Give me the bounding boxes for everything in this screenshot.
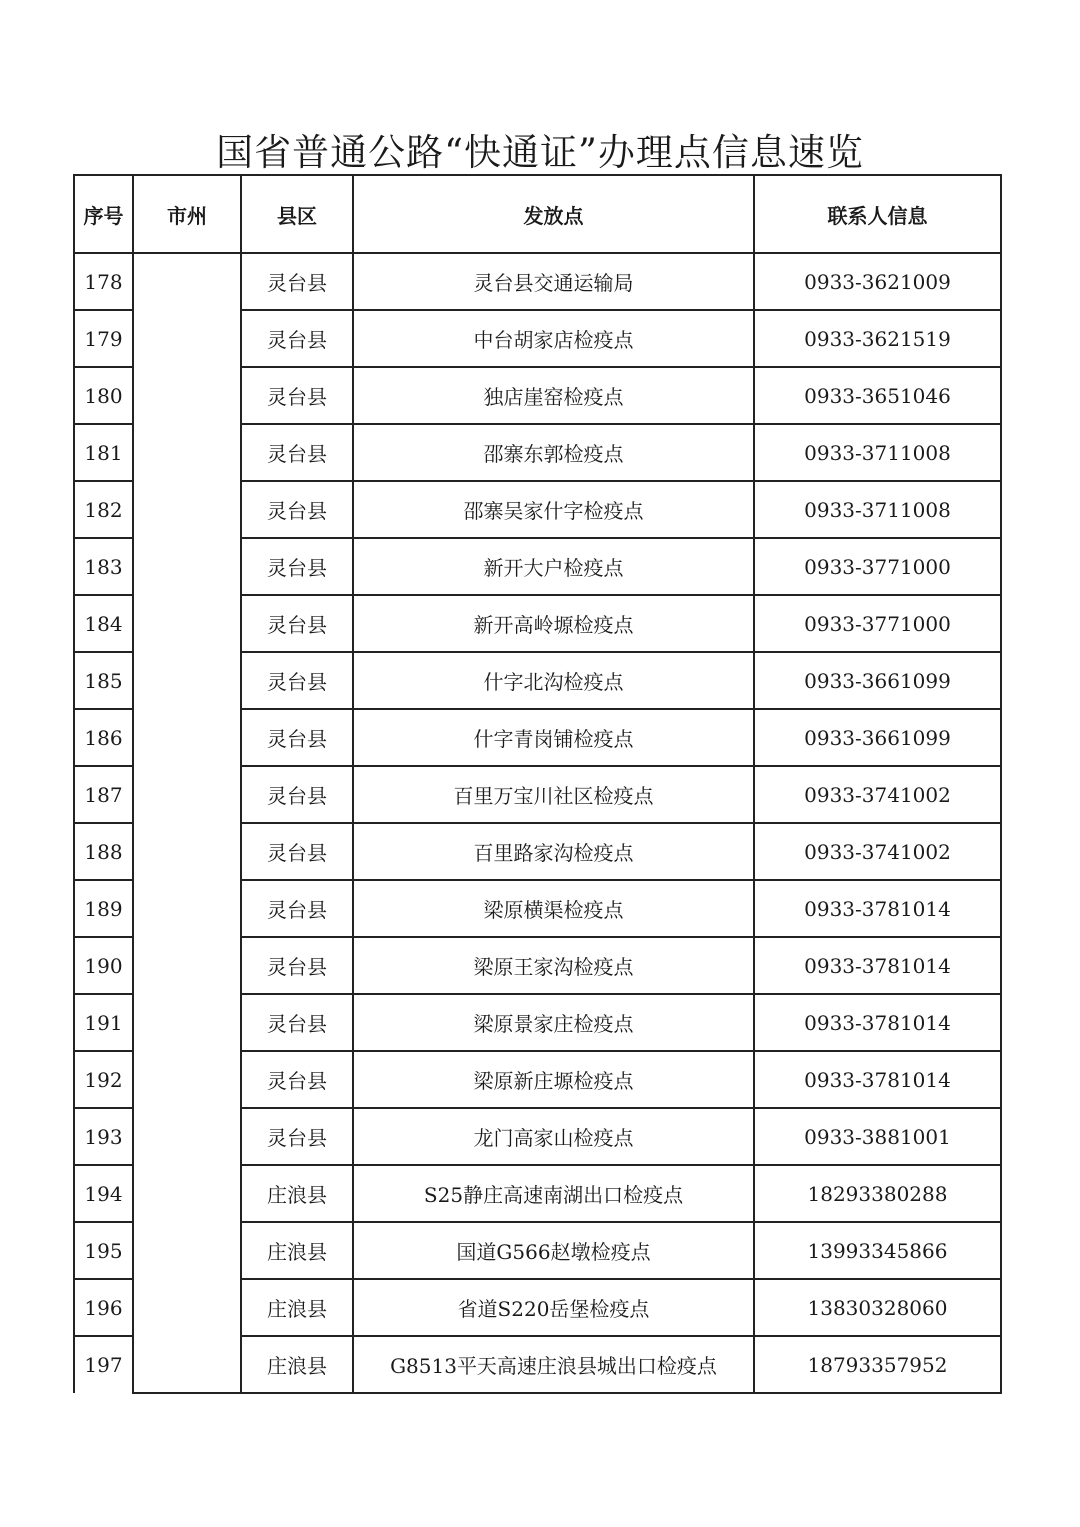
cell-county: 庄浪县 xyxy=(241,1336,353,1393)
cell-contact: 0933-3771000 xyxy=(754,538,1001,595)
cell-site: 新开大户检疫点 xyxy=(353,538,754,595)
cell-site: 什字北沟检疫点 xyxy=(353,652,754,709)
cell-serial: 197 xyxy=(74,1336,133,1393)
cell-site: 中台胡家店检疫点 xyxy=(353,310,754,367)
cell-county: 庄浪县 xyxy=(241,1279,353,1336)
info-table-container xyxy=(73,174,1000,1394)
cell-city-merged xyxy=(133,253,241,1393)
cell-site: 梁原横渠检疫点 xyxy=(353,880,754,937)
cell-site: 百里路家沟检疫点 xyxy=(353,823,754,880)
cell-county: 灵台县 xyxy=(241,1108,353,1165)
cell-contact: 13993345866 xyxy=(754,1222,1001,1279)
cell-county: 灵台县 xyxy=(241,1051,353,1108)
header-serial: 序号 xyxy=(74,175,133,253)
cell-serial: 196 xyxy=(74,1279,133,1336)
cell-serial: 180 xyxy=(74,367,133,424)
cell-serial: 195 xyxy=(74,1222,133,1279)
info-table xyxy=(73,174,1002,1394)
cell-county: 灵台县 xyxy=(241,253,353,310)
cell-serial: 179 xyxy=(74,310,133,367)
cell-contact: 18793357952 xyxy=(754,1336,1001,1393)
cell-contact: 0933-3661099 xyxy=(754,709,1001,766)
cell-county: 灵台县 xyxy=(241,766,353,823)
cell-contact: 0933-3781014 xyxy=(754,1051,1001,1108)
cell-county: 庄浪县 xyxy=(241,1165,353,1222)
cell-county: 灵台县 xyxy=(241,424,353,481)
header-county: 县区 xyxy=(241,175,353,253)
cell-county: 灵台县 xyxy=(241,709,353,766)
cell-contact: 0933-3741002 xyxy=(754,823,1001,880)
cell-county: 灵台县 xyxy=(241,994,353,1051)
cell-contact: 0933-3711008 xyxy=(754,481,1001,538)
cell-serial: 188 xyxy=(74,823,133,880)
cell-serial: 181 xyxy=(74,424,133,481)
cell-county: 灵台县 xyxy=(241,481,353,538)
cell-site: 龙门高家山检疫点 xyxy=(353,1108,754,1165)
cell-site: 新开高岭塬检疫点 xyxy=(353,595,754,652)
cell-serial: 178 xyxy=(74,253,133,310)
cell-contact: 0933-3711008 xyxy=(754,424,1001,481)
cell-serial: 184 xyxy=(74,595,133,652)
table-row xyxy=(74,253,1001,310)
cell-site: G8513平天高速庄浪县城出口检疫点 xyxy=(353,1336,754,1393)
cell-contact: 18293380288 xyxy=(754,1165,1001,1222)
cell-county: 灵台县 xyxy=(241,595,353,652)
cell-contact: 0933-3881001 xyxy=(754,1108,1001,1165)
cell-serial: 182 xyxy=(74,481,133,538)
cell-serial: 194 xyxy=(74,1165,133,1222)
cell-serial: 183 xyxy=(74,538,133,595)
cell-serial: 191 xyxy=(74,994,133,1051)
cell-county: 灵台县 xyxy=(241,937,353,994)
header-site: 发放点 xyxy=(353,175,754,253)
cell-serial: 186 xyxy=(74,709,133,766)
header-contact: 联系人信息 xyxy=(754,175,1001,253)
cell-site: S25静庄高速南湖出口检疫点 xyxy=(353,1165,754,1222)
cell-serial: 187 xyxy=(74,766,133,823)
cell-site: 邵寨吴家什字检疫点 xyxy=(353,481,754,538)
cell-site: 独店崖窑检疫点 xyxy=(353,367,754,424)
cell-contact: 0933-3781014 xyxy=(754,937,1001,994)
cell-county: 灵台县 xyxy=(241,538,353,595)
header-city: 市州 xyxy=(133,175,241,253)
cell-serial: 192 xyxy=(74,1051,133,1108)
table-body xyxy=(74,253,1001,1393)
cell-contact: 0933-3661099 xyxy=(754,652,1001,709)
cell-contact: 0933-3741002 xyxy=(754,766,1001,823)
cell-contact: 0933-3781014 xyxy=(754,994,1001,1051)
cell-contact: 0933-3651046 xyxy=(754,367,1001,424)
cell-site: 灵台县交通运输局 xyxy=(353,253,754,310)
cell-serial: 190 xyxy=(74,937,133,994)
cell-contact: 13830328060 xyxy=(754,1279,1001,1336)
cell-serial: 193 xyxy=(74,1108,133,1165)
cell-contact: 0933-3771000 xyxy=(754,595,1001,652)
cell-serial: 185 xyxy=(74,652,133,709)
cell-county: 灵台县 xyxy=(241,880,353,937)
cell-site: 国道G566赵墩检疫点 xyxy=(353,1222,754,1279)
cell-site: 省道S220岳堡检疫点 xyxy=(353,1279,754,1336)
cell-site: 邵寨东郭检疫点 xyxy=(353,424,754,481)
cell-site: 梁原景家庄检疫点 xyxy=(353,994,754,1051)
cell-county: 庄浪县 xyxy=(241,1222,353,1279)
cell-contact: 0933-3621519 xyxy=(754,310,1001,367)
cell-county: 灵台县 xyxy=(241,823,353,880)
cell-county: 灵台县 xyxy=(241,367,353,424)
cell-serial: 189 xyxy=(74,880,133,937)
cell-county: 灵台县 xyxy=(241,310,353,367)
cell-county: 灵台县 xyxy=(241,652,353,709)
cell-site: 梁原新庄塬检疫点 xyxy=(353,1051,754,1108)
cell-contact: 0933-3781014 xyxy=(754,880,1001,937)
page-title: 国省普通公路“快通证”办理点信息速览 xyxy=(216,131,864,174)
cell-site: 百里万宝川社区检疫点 xyxy=(353,766,754,823)
table-header-row xyxy=(74,175,1001,253)
cell-site: 什字青岗铺检疫点 xyxy=(353,709,754,766)
cell-site: 梁原王家沟检疫点 xyxy=(353,937,754,994)
cell-contact: 0933-3621009 xyxy=(754,253,1001,310)
